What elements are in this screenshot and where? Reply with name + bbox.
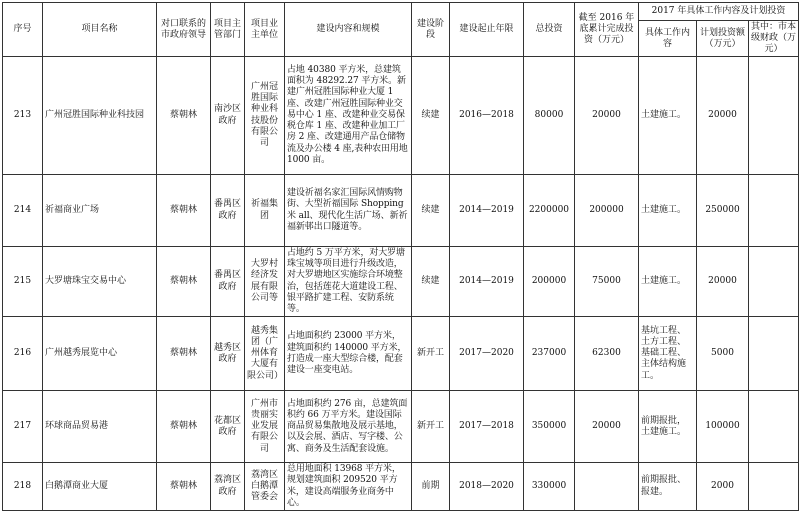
cell-period: 2018—2020 <box>450 463 524 511</box>
cell-period: 2014—2019 <box>450 247 524 317</box>
header-dept: 项目主管部门 <box>211 3 245 57</box>
cell-total: 80000 <box>524 57 575 175</box>
cell-cumulative: 200000 <box>575 175 639 247</box>
cell-cumulative: 20000 <box>575 57 639 175</box>
header-fiscal: 其中：市本级财政（万元） <box>749 21 799 57</box>
cell-dept: 花都区政府 <box>211 391 245 463</box>
projects-table <box>2 2 799 511</box>
cell-stage: 新开工 <box>412 391 450 463</box>
table-row <box>3 391 799 463</box>
cell-owner: 越秀集团（广州体育大厦有限公司） <box>245 317 285 391</box>
cell-owner: 广州市贵丽实业发展有限公司 <box>245 391 285 463</box>
cell-stage: 续建 <box>412 57 450 175</box>
cell-seq: 218 <box>3 463 43 511</box>
cell-leader: 蔡朝林 <box>157 57 211 175</box>
cell-total: 237000 <box>524 317 575 391</box>
cell-stage: 续建 <box>412 247 450 317</box>
cell-content: 占地面积约 276 亩，总建筑面积约 66 万平方米。建设国际商品贸易集散地及展示基地，以及会展、酒店、写字楼、公寓、商务及生活配套设施。 <box>285 391 412 463</box>
cell-fiscal <box>749 247 799 317</box>
cell-fiscal <box>749 317 799 391</box>
header-plan2017: 2017 年具体工作内容及计划投资 <box>639 3 799 21</box>
table-row <box>3 57 799 175</box>
header-seq: 序号 <box>3 3 43 57</box>
table-body <box>3 57 799 511</box>
header-period: 建设起止年限 <box>450 3 524 57</box>
cell-owner: 大罗村经济发展有限公司等 <box>245 247 285 317</box>
cell-leader: 蔡朝林 <box>157 317 211 391</box>
cell-content: 占地约 5 万平方米，对大罗塘珠宝城等项目进行升级改造，对大罗塘地区实施综合环境整治，包括莲花大道建设工程、银平路扩建工程、安防系统等。 <box>285 247 412 317</box>
cell-period: 2014—2019 <box>450 175 524 247</box>
cell-total: 200000 <box>524 247 575 317</box>
cell-owner: 荔湾区白鹅潭管委会 <box>245 463 285 511</box>
header-cumulative: 截至 2016 年底累计完成投资（万元） <box>575 3 639 57</box>
cell-seq: 215 <box>3 247 43 317</box>
cell-cumulative: 75000 <box>575 247 639 317</box>
table-row <box>3 463 799 511</box>
cell-dept: 番禺区政府 <box>211 175 245 247</box>
table-row <box>3 247 799 317</box>
cell-content: 占地面积约 23000 平方米，建筑面积约 140000 平方米，打造成一座大型综合楼，配套建设一座变电站。 <box>285 317 412 391</box>
cell-work: 土建施工。 <box>639 175 697 247</box>
cell-period: 2017—2020 <box>450 317 524 391</box>
cell-work: 土建施工。 <box>639 57 697 175</box>
cell-period: 2017—2018 <box>450 391 524 463</box>
cell-seq: 213 <box>3 57 43 175</box>
cell-stage: 新开工 <box>412 317 450 391</box>
cell-planned: 2000 <box>697 463 749 511</box>
header-leader: 对口联系的市政府领导 <box>157 3 211 57</box>
cell-content: 建设祈福名家汇国际风情购物街、大型祈福国际 Shopping 米 all、现代化生活广场、新祈福新邨出口隧道等。 <box>285 175 412 247</box>
cell-fiscal <box>749 175 799 247</box>
cell-name: 祈福商业广场 <box>43 175 157 247</box>
header-planned: 计划投资额（万元） <box>697 21 749 57</box>
cell-period: 2016—2018 <box>450 57 524 175</box>
cell-leader: 蔡朝林 <box>157 175 211 247</box>
cell-stage: 前期 <box>412 463 450 511</box>
cell-total: 330000 <box>524 463 575 511</box>
header-content: 建设内容和规模 <box>285 3 412 57</box>
cell-fiscal <box>749 57 799 175</box>
cell-stage: 续建 <box>412 175 450 247</box>
cell-work: 前期报批、报建。 <box>639 463 697 511</box>
cell-fiscal <box>749 463 799 511</box>
cell-leader: 蔡朝林 <box>157 391 211 463</box>
cell-dept: 南沙区政府 <box>211 57 245 175</box>
header-total: 总投资 <box>524 3 575 57</box>
table-header <box>3 3 799 57</box>
cell-planned: 20000 <box>697 57 749 175</box>
cell-content: 占地 40380 平方米，总建筑面积为 48292.27 平方米。新建广州冠胜国际种业大厦 1 座、改建广州冠胜国际种业交易中心 1 座、改建种业交易保税仓库 1 座、改建种业加工厂房 2 座、改建通用产品仓储物流及办公楼 4 座,表种农田用地 1000 亩。 <box>285 57 412 175</box>
cell-planned: 5000 <box>697 317 749 391</box>
cell-total: 350000 <box>524 391 575 463</box>
header-work: 具体工作内容 <box>639 21 697 57</box>
cell-work: 基坑工程、土方工程、基础工程、主体结构施工。 <box>639 317 697 391</box>
header-owner: 项目业主单位 <box>245 3 285 57</box>
cell-total: 2200000 <box>524 175 575 247</box>
cell-name: 大罗塘珠宝交易中心 <box>43 247 157 317</box>
cell-work: 土建施工。 <box>639 247 697 317</box>
cell-owner: 广州冠胜国际种业科技股份有限公司 <box>245 57 285 175</box>
cell-dept: 越秀区政府 <box>211 317 245 391</box>
table-row <box>3 175 799 247</box>
cell-planned: 20000 <box>697 247 749 317</box>
cell-fiscal <box>749 391 799 463</box>
cell-name: 广州越秀展览中心 <box>43 317 157 391</box>
cell-name: 环球商品贸易港 <box>43 391 157 463</box>
cell-content: 总用地面积 13968 平方米，规划建筑面积 209520 平方米，建设高端服务业商务中心。 <box>285 463 412 511</box>
cell-seq: 214 <box>3 175 43 247</box>
cell-name: 白鹅潭商业大厦 <box>43 463 157 511</box>
cell-cumulative: 62300 <box>575 317 639 391</box>
cell-owner: 祈福集团 <box>245 175 285 247</box>
cell-seq: 216 <box>3 317 43 391</box>
cell-planned: 100000 <box>697 391 749 463</box>
header-name: 项目名称 <box>43 3 157 57</box>
cell-cumulative <box>575 463 639 511</box>
cell-leader: 蔡朝林 <box>157 247 211 317</box>
cell-cumulative: 20000 <box>575 391 639 463</box>
header-stage: 建设阶段 <box>412 3 450 57</box>
cell-seq: 217 <box>3 391 43 463</box>
cell-dept: 荔湾区政府 <box>211 463 245 511</box>
cell-work: 前期报批，土建施工。 <box>639 391 697 463</box>
table-row <box>3 317 799 391</box>
cell-planned: 250000 <box>697 175 749 247</box>
cell-leader: 蔡朝林 <box>157 463 211 511</box>
cell-name: 广州冠胜国际种业科技园 <box>43 57 157 175</box>
cell-dept: 番禺区政府 <box>211 247 245 317</box>
